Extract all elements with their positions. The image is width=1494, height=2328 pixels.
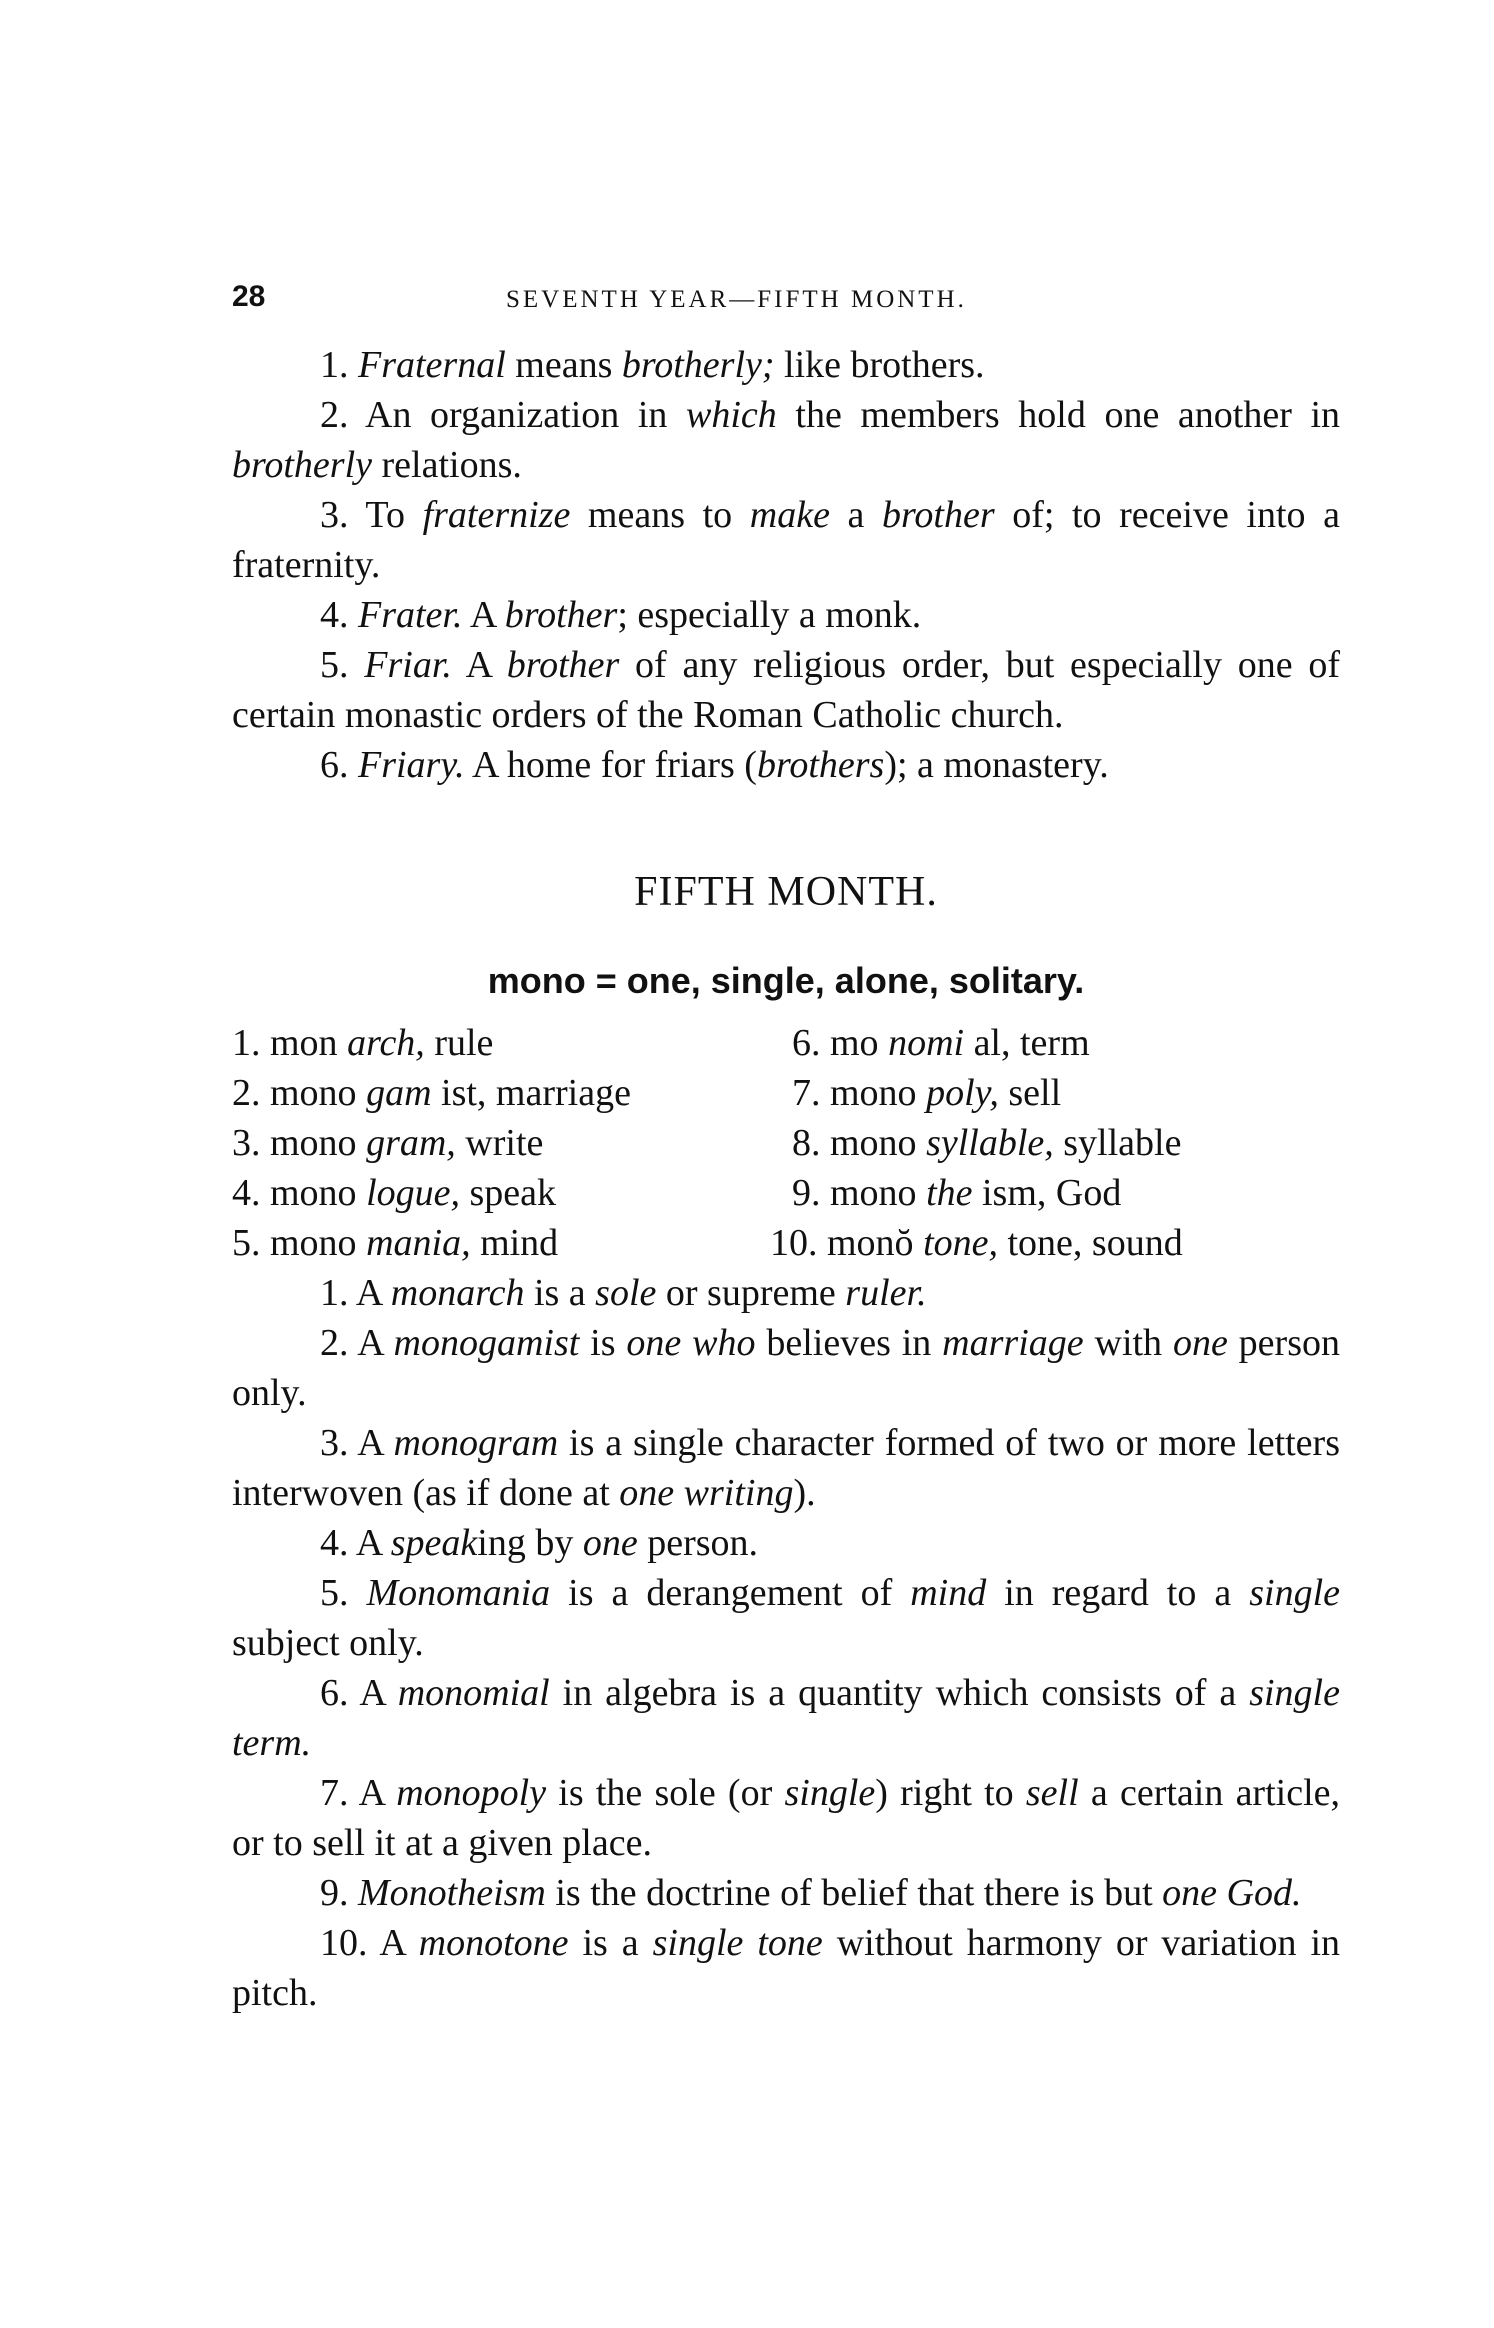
word-part: syllable [1053, 1122, 1182, 1164]
definition-paragraph [232, 640, 1340, 740]
definition-paragraph [232, 1268, 1340, 1318]
italic-term: brotherly; [621, 344, 775, 386]
definition-text: ; especially a monk. [617, 594, 922, 636]
fraternal-definitions [232, 340, 1340, 790]
italic-term: sole [595, 1272, 657, 1314]
word-part: al, term [964, 1022, 1090, 1064]
italic-term: monotone [418, 1922, 569, 1964]
word-entry [232, 1218, 558, 1268]
italic-term: monomial [397, 1672, 550, 1714]
mono-definitions [232, 1268, 1340, 2018]
word-part: ism, God [972, 1172, 1122, 1214]
definition-number: 6. [320, 744, 349, 786]
italic-term: brother [506, 644, 620, 686]
definition-number: 1. [320, 344, 349, 386]
italic-term: brother [504, 594, 618, 636]
definition-text: A home for friars ( [464, 744, 757, 786]
word-part: mon [270, 1022, 348, 1064]
definition-text: A [355, 1522, 391, 1564]
definition-text: ). [793, 1472, 816, 1514]
word-part: 5. [232, 1222, 270, 1264]
word-part: 2. [232, 1072, 270, 1114]
definition-number: 7. [320, 1772, 349, 1814]
page-number: 28 [232, 280, 266, 313]
word-part: rule [424, 1022, 494, 1064]
definition-paragraph [232, 1918, 1340, 2018]
definition-paragraph [232, 1418, 1340, 1518]
word-part: speak [460, 1172, 557, 1214]
italic-term: brother [882, 494, 995, 536]
word-root-italic: syllable, [926, 1122, 1054, 1164]
word-part: monŏ [827, 1222, 924, 1264]
definition-text: the members hold one another in [776, 394, 1341, 436]
definition-text: of; to receive into a fraternity. [232, 494, 1340, 586]
definition-text: believes in [755, 1322, 943, 1364]
word-part: mono [830, 1072, 927, 1114]
definition-text: ); a monastery. [884, 744, 1109, 786]
definition-text: in regard to a [986, 1572, 1250, 1614]
word-root-italic: gam [366, 1072, 432, 1114]
definition-number: 4. [320, 594, 349, 636]
definition-paragraph [232, 1868, 1340, 1918]
word-part: 9. [792, 1172, 830, 1214]
italic-term: Friary. [358, 744, 465, 786]
definition-number: 3. [320, 1422, 349, 1464]
definition-text: A [355, 1272, 391, 1314]
definition-text: person. [637, 1522, 759, 1564]
word-root-italic: tone, [923, 1222, 998, 1264]
italic-term: ruler. [845, 1272, 927, 1314]
definition-text: like brothers. [774, 344, 985, 386]
definition-number: 4. [320, 1522, 349, 1564]
italic-term: monogamist [393, 1322, 580, 1364]
definition-paragraph [232, 1518, 1340, 1568]
definition-paragraph [232, 1768, 1340, 1868]
definition-number: 5. [320, 1572, 349, 1614]
word-entry [792, 1118, 1181, 1168]
definition-paragraph [232, 490, 1340, 590]
word-part: 4. [232, 1172, 270, 1214]
italic-term: Monotheism [358, 1872, 546, 1914]
word-part: mono [270, 1122, 367, 1164]
italic-term: make [749, 494, 830, 536]
definition-text: subject only. [232, 1622, 424, 1664]
word-list [232, 1018, 1340, 1268]
word-part: mono [270, 1222, 367, 1264]
word-root-italic: nomi [888, 1022, 965, 1064]
definition-paragraph [232, 390, 1340, 490]
definition-text: ing by [477, 1522, 583, 1564]
italic-term: monarch [390, 1272, 525, 1314]
italic-term: Frater. [358, 594, 463, 636]
italic-term: one writing [619, 1472, 794, 1514]
definition-text: ) right to [875, 1772, 1026, 1814]
word-root-italic: the [926, 1172, 973, 1214]
word-part: mono [270, 1172, 367, 1214]
definition-text: A [357, 1422, 394, 1464]
definition-number: 9. [320, 1872, 349, 1914]
definition-text: or supreme [656, 1272, 846, 1314]
definition-text: is the doctrine of belief that there is but [545, 1872, 1163, 1914]
definition-text: A [462, 594, 505, 636]
italic-term: monogram [393, 1422, 559, 1464]
word-part: ist, marriage [431, 1072, 631, 1114]
definition-text: means to [570, 494, 750, 536]
definition-text: person only. [232, 1322, 1340, 1414]
definition-paragraph [232, 590, 1340, 640]
root-definition: mono = one, single, alone, solitary. [487, 960, 1085, 1001]
italic-term: monopoly [396, 1772, 547, 1814]
word-entry [232, 1018, 493, 1068]
word-row [232, 1018, 1340, 1068]
definition-paragraph [232, 340, 1340, 390]
word-part: 10. [770, 1222, 827, 1264]
definition-text: with [1083, 1322, 1173, 1364]
italic-term: mind [910, 1572, 987, 1614]
page-header [232, 280, 1342, 320]
italic-term: marriage [942, 1322, 1084, 1364]
definition-number: 3. [320, 494, 349, 536]
word-row [232, 1218, 1340, 1268]
word-part: mono [270, 1072, 367, 1114]
word-root-italic: logue, [366, 1172, 460, 1214]
word-part: 1. [232, 1022, 270, 1064]
running-head: SEVENTH YEAR—FIFTH MONTH. [506, 286, 967, 313]
word-part: mono [830, 1172, 927, 1214]
word-entry [770, 1218, 1183, 1268]
word-entry [792, 1018, 1090, 1068]
definition-text: A [359, 1672, 398, 1714]
definition-number: 10. [320, 1922, 368, 1964]
italic-term: one God. [1162, 1872, 1302, 1914]
word-entry [232, 1068, 631, 1118]
definition-number: 1. [320, 1272, 349, 1314]
italic-term: speak [390, 1522, 478, 1564]
word-row [232, 1168, 1340, 1218]
word-entry [792, 1168, 1121, 1218]
definition-text: in algebra is a quantity which consists of a [549, 1672, 1250, 1714]
italic-term: brotherly [232, 444, 373, 486]
definition-text: A [358, 1772, 397, 1814]
definition-text: without harmony or variation in pitch. [232, 1922, 1341, 2014]
word-part: write [455, 1122, 544, 1164]
definition-paragraph [232, 1568, 1340, 1668]
definition-text: a [829, 494, 883, 536]
italic-term: sell [1025, 1772, 1079, 1814]
word-root-italic: mania, [366, 1222, 471, 1264]
word-root-italic: arch, [347, 1022, 425, 1064]
word-part: 3. [232, 1122, 270, 1164]
word-entry [232, 1168, 556, 1218]
italic-term: single [1249, 1572, 1341, 1614]
definition-text: of any religious order, but especially one of certain monastic orders of the Roman Catholic church. [232, 644, 1341, 736]
definition-number: 2. [320, 394, 349, 436]
definition-paragraph [232, 740, 1340, 790]
definition-text: A [357, 1322, 394, 1364]
italic-term: Fraternal [358, 344, 506, 386]
word-entry [792, 1068, 1061, 1118]
definition-number: 5. [320, 644, 349, 686]
word-part: mo [830, 1022, 889, 1064]
italic-term: fraternize [422, 494, 571, 536]
italic-term: Friar. [364, 644, 452, 686]
definition-text: is a single character formed of two or more letters interwoven (as if done at [232, 1422, 1340, 1514]
definition-text: An organization in [365, 394, 687, 436]
italic-term: which [686, 394, 777, 436]
definition-text: To [365, 494, 423, 536]
definition-text: A [379, 1922, 419, 1964]
italic-term: one [582, 1522, 638, 1564]
word-part: 8. [792, 1122, 830, 1164]
italic-term: Monomania [366, 1572, 551, 1614]
definition-text: is [579, 1322, 627, 1364]
word-entry [232, 1118, 543, 1168]
italic-term: single [784, 1772, 876, 1814]
definition-text: A [451, 644, 507, 686]
word-part: tone, sound [998, 1222, 1183, 1264]
definition-text: is a derangement of [550, 1572, 911, 1614]
italic-term: single tone [652, 1922, 823, 1964]
word-part: 6. [792, 1022, 830, 1064]
definition-text: means [505, 344, 622, 386]
definition-paragraph [232, 1668, 1340, 1768]
word-part: sell [998, 1072, 1062, 1114]
word-part: mono [830, 1122, 927, 1164]
word-row [232, 1118, 1340, 1168]
definition-text: relations. [372, 444, 522, 486]
definition-text: is a [568, 1922, 653, 1964]
definition-text: is the sole (or [546, 1772, 785, 1814]
word-root-italic: gram, [366, 1122, 456, 1164]
word-root-italic: poly, [926, 1072, 999, 1114]
italic-term: one [1172, 1322, 1228, 1364]
definition-number: 2. [320, 1322, 349, 1364]
definition-number: 6. [320, 1672, 349, 1714]
definition-text: is a [524, 1272, 596, 1314]
word-row [232, 1068, 1340, 1118]
italic-term: brothers [756, 744, 885, 786]
italic-term: single term. [232, 1672, 1340, 1764]
section-title: FIFTH MONTH. [634, 869, 938, 915]
italic-term: one who [626, 1322, 756, 1364]
definition-paragraph [232, 1318, 1340, 1418]
word-part: mind [470, 1222, 559, 1264]
word-part: 7. [792, 1072, 830, 1114]
definition-text: a certain article, or to sell it at a given place. [232, 1772, 1340, 1864]
